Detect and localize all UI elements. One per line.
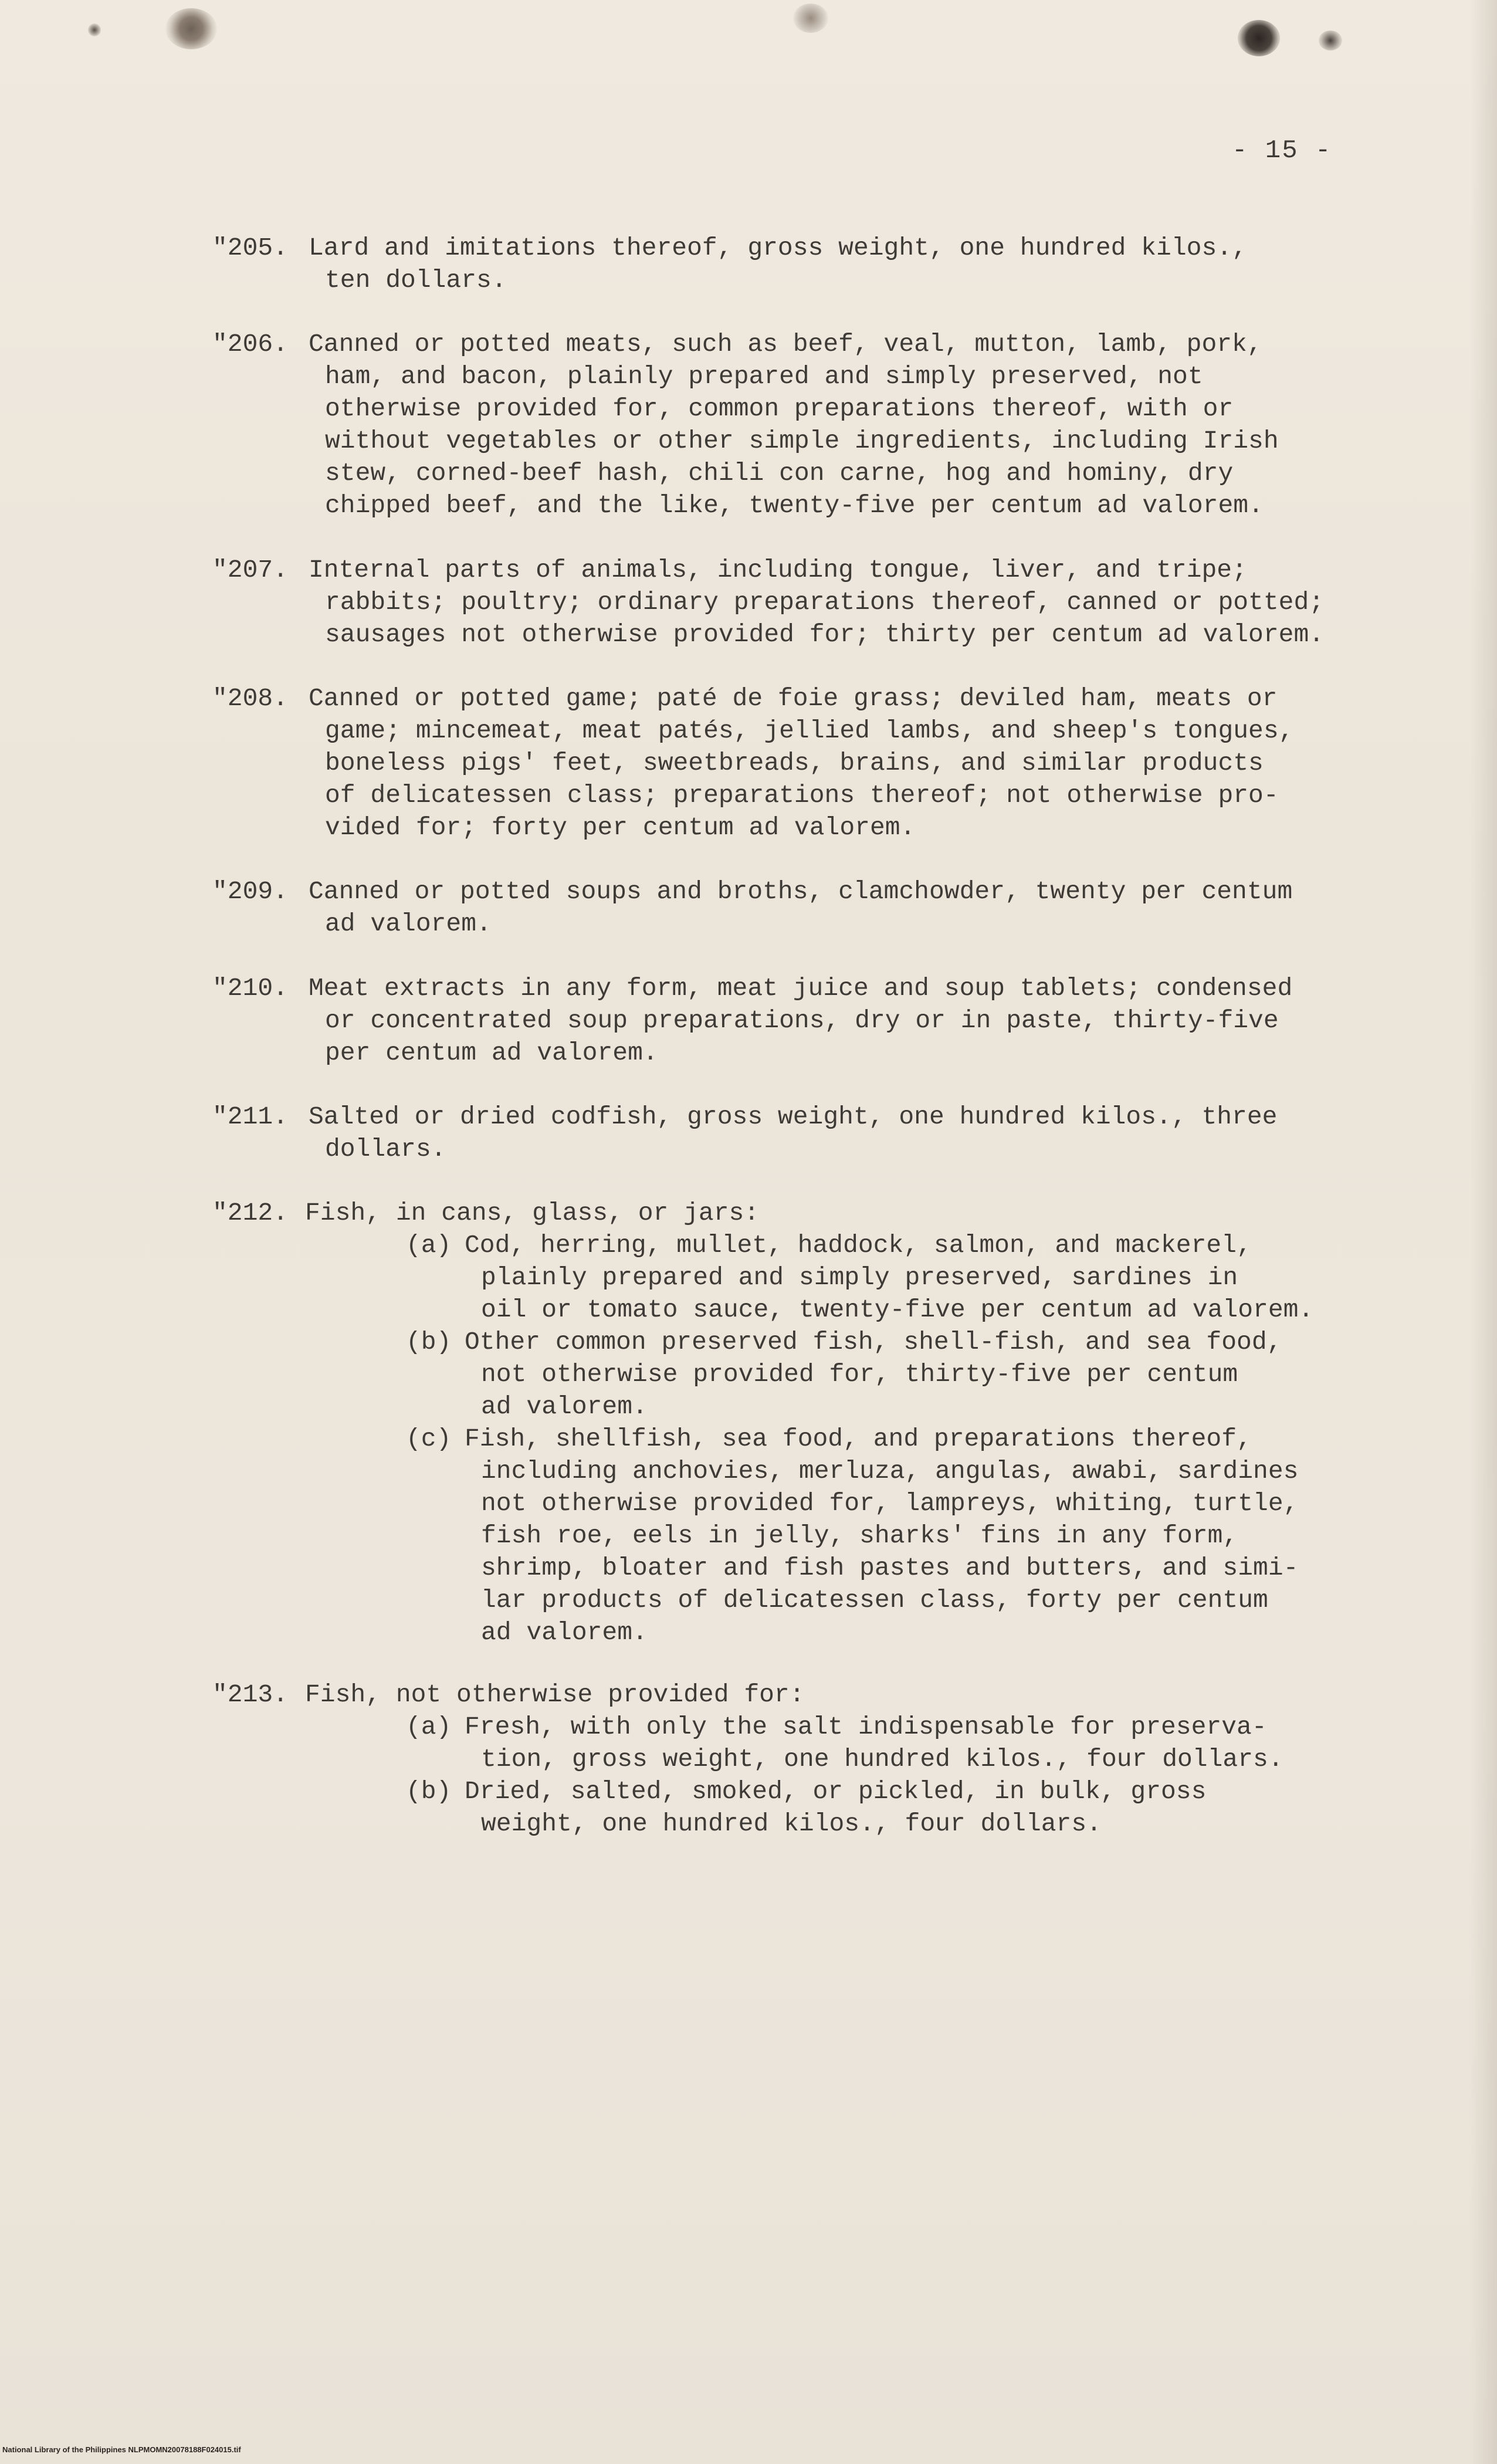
subitem-text-line: shrimp, bloater and fish pastes and butters, and simi- [481, 1553, 1299, 1582]
entry-text-line: without vegetables or other simple ingredients, including Irish [325, 427, 1279, 455]
subitem-text-line: including anchovies, merluza, angulas, awabi, sardines [481, 1457, 1299, 1485]
ink-stain [1319, 31, 1342, 50]
ink-stain [165, 8, 217, 49]
subitem-text-line: Other common preserved fish, shell-fish, and sea food, [465, 1328, 1282, 1356]
subitem-label: (a) [406, 1712, 452, 1741]
entry-text-line: ad valorem. [325, 909, 492, 938]
subitem-text-line: oil or tomato sauce, twenty-five per centum ad valorem. [481, 1295, 1314, 1324]
entry-number: "210. [212, 974, 289, 1003]
subitem-text-line: plainly prepared and simply preserved, sardines in [481, 1263, 1238, 1292]
entry-text-line: chipped beef, and the like, twenty-five per centum ad valorem. [325, 491, 1264, 520]
ink-stain [88, 23, 101, 36]
entry-number: "209. [212, 877, 289, 906]
entry-text-line: Meat extracts in any form, meat juice and soup tablets; condensed [309, 974, 1293, 1003]
ink-stain [1238, 20, 1280, 56]
tariff-entry-209 [212, 875, 1380, 940]
entry-text-line: Fish, not otherwise provided for: [305, 1680, 805, 1709]
subitem-text-line: fish roe, eels in jelly, sharks' fins in any form, [481, 1521, 1238, 1550]
tariff-entry-213 [212, 1678, 1380, 1840]
entry-text-line: rabbits; poultry; ordinary preparations thereof, canned or potted; [325, 588, 1325, 617]
entry-text-line: Internal parts of animals, including tongue, liver, and tripe; [309, 556, 1247, 584]
entry-number: "212. [212, 1199, 289, 1227]
subitem-label: (c) [406, 1424, 452, 1453]
entry-number: "206. [212, 330, 289, 358]
tariff-entry-206 [212, 328, 1380, 522]
subitem-text-line: not otherwise provided for, lampreys, whiting, turtle, [481, 1489, 1299, 1518]
entry-number: "208. [212, 684, 289, 713]
entry-number: "205. [212, 233, 289, 262]
entry-text-line: dollars. [325, 1135, 446, 1163]
entry-text-line: per centum ad valorem. [325, 1038, 658, 1067]
subitem-text-line: Dried, salted, smoked, or pickled, in bulk, gross [465, 1777, 1207, 1806]
entry-number: "211. [212, 1102, 289, 1131]
tariff-entry-207 [212, 554, 1380, 651]
entry-text-line: vided for; forty per centum ad valorem. [325, 813, 916, 842]
page-edge-shadow [1469, 0, 1497, 2464]
entry-text-line: Lard and imitations thereof, gross weight, one hundred kilos., [309, 233, 1247, 262]
entry-text-line: ham, and bacon, plainly prepared and simply preserved, not [325, 362, 1203, 391]
page-number: - 15 - [1232, 136, 1332, 165]
entry-text-line: ten dollars. [325, 266, 507, 295]
entry-text-line: stew, corned-beef hash, chili con carne, hog and hominy, dry [325, 459, 1234, 488]
entry-text-line: Salted or dried codfish, gross weight, one hundred kilos., three [309, 1102, 1278, 1131]
subitem-text-line: ad valorem. [481, 1392, 648, 1421]
entry-text-line: game; mincemeat, meat patés, jellied lambs, and sheep's tongues, [325, 716, 1294, 745]
entry-text-line: boneless pigs' feet, sweetbreads, brains, and similar products [325, 749, 1264, 777]
subitem-label: (b) [406, 1777, 452, 1806]
subitem-text-line: not otherwise provided for, thirty-five per centum [481, 1360, 1238, 1389]
subitem-text-line: Fish, shellfish, sea food, and preparations thereof, [465, 1424, 1252, 1453]
entry-text-line: of delicatessen class; preparations thereof; not otherwise pro- [325, 781, 1279, 810]
tariff-entry-208 [212, 682, 1380, 844]
subitem-text-line: lar products of delicatessen class, forty per centum [481, 1586, 1268, 1615]
subitem-text-line: Fresh, with only the salt indispensable for preserva- [465, 1712, 1267, 1741]
entry-number: "207. [212, 556, 289, 584]
tariff-entry-212 [212, 1197, 1380, 1649]
subitem-text-line: weight, one hundred kilos., four dollars. [481, 1809, 1102, 1838]
subitem-text-line: ad valorem. [481, 1618, 648, 1647]
entry-text-line: Canned or potted game; paté de foie grass; deviled ham, meats or [309, 684, 1278, 713]
entry-text-line: Fish, in cans, glass, or jars: [305, 1199, 760, 1227]
subitem-label: (a) [406, 1231, 452, 1260]
subitem-label: (b) [406, 1328, 452, 1356]
entry-text-line: sausages not otherwise provided for; thirty per centum ad valorem. [325, 620, 1325, 649]
archive-footer: National Library of the Philippines NLPMOMN20078188F024015.tif [2, 2445, 241, 2454]
subitem-text-line: tion, gross weight, one hundred kilos., four dollars. [481, 1745, 1283, 1773]
entry-text-line: Canned or potted meats, such as beef, veal, mutton, lamb, pork, [309, 330, 1262, 358]
tariff-entry-211 [212, 1101, 1380, 1165]
ink-stain [793, 4, 828, 33]
entry-text-line: otherwise provided for, common preparations thereof, with or [325, 394, 1234, 423]
tariff-entry-205 [212, 232, 1380, 296]
tariff-entry-210 [212, 972, 1380, 1069]
entry-text-line: Canned or potted soups and broths, clamchowder, twenty per centum [309, 877, 1293, 906]
subitem-text-line: Cod, herring, mullet, haddock, salmon, and mackerel, [465, 1231, 1252, 1260]
entry-number: "213. [212, 1680, 289, 1709]
entry-text-line: or concentrated soup preparations, dry or in paste, thirty-five [325, 1006, 1279, 1035]
